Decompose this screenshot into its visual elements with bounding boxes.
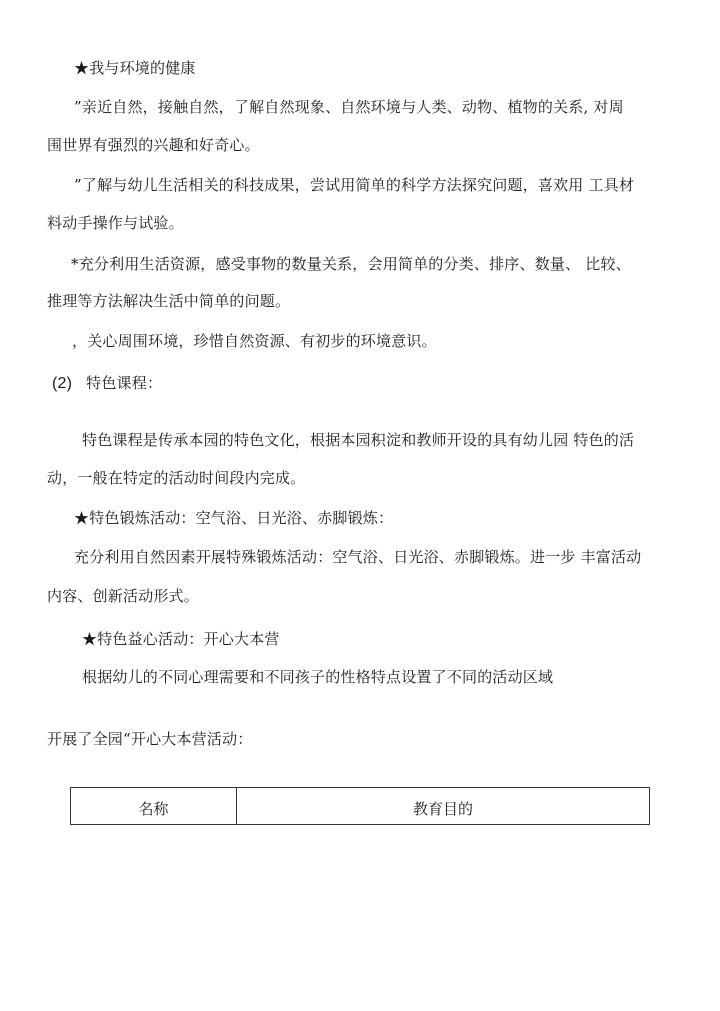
paragraph-exercise-line-1: 充分利用自然因素开展特殊锻炼活动：空气浴、日光浴、赤脚锻炼。进一步 丰富活动	[74, 548, 642, 566]
paragraph-happy-camp-launch: 开展了全园“开心大本营活动：	[47, 730, 253, 748]
section-title: 特色课程：	[86, 374, 163, 392]
table-header-goal: 教育目的	[237, 788, 650, 825]
section-number: (2)	[52, 375, 73, 392]
paragraph-feature-course-line-1: 特色课程是传承本园的特色文化，根据本园积淀和教师开设的具有幼儿园 特色的活	[82, 431, 635, 449]
paragraph-exercise-activity: ★特色锻炼活动：空气浴、日光浴、赤脚锻炼：	[74, 509, 394, 527]
paragraph-science-line-1: ”了解与幼儿生活相关的科技成果，尝试用简单的科学方法探究问题，喜欢用 工具材	[74, 176, 635, 194]
paragraph-science-line-2: 料动手操作与试验。	[47, 214, 184, 232]
paragraph-feature-course-line-2: 动，一般在特定的活动时间段内完成。	[47, 469, 306, 487]
paragraph-happy-camp: ★特色益心活动：开心大本营	[82, 630, 280, 648]
activity-table	[70, 787, 650, 825]
paragraph-nature-line-2: 围世界有强烈的兴趣和好奇心。	[47, 136, 260, 154]
paragraph-nature-line-1: ”亲近自然，接触自然，了解自然现象、自然环境与人类、动物、植物的关系, 对周	[74, 98, 624, 116]
paragraph-exercise-line-2: 内容、创新活动形式。	[47, 587, 200, 605]
section-heading	[52, 373, 162, 394]
table-header-name: 名称	[71, 788, 237, 825]
table-header-row	[71, 788, 650, 825]
paragraph-activity-areas: 根据幼儿的不同心理需要和不同孩子的性格特点设置了不同的活动区域	[82, 668, 554, 686]
paragraph-star-environment-health: ★我与环境的健康	[74, 59, 196, 77]
paragraph-math-line-1: *充分利用生活资源，感受事物的数量关系，会用简单的分类、排序、数量、 比较、	[71, 255, 631, 273]
paragraph-care-environment: ，关心周围环境，珍惜自然资源、有初步的环境意识。	[72, 332, 437, 350]
paragraph-math-line-2: 推理等方法解决生活中简单的问题。	[47, 292, 291, 310]
